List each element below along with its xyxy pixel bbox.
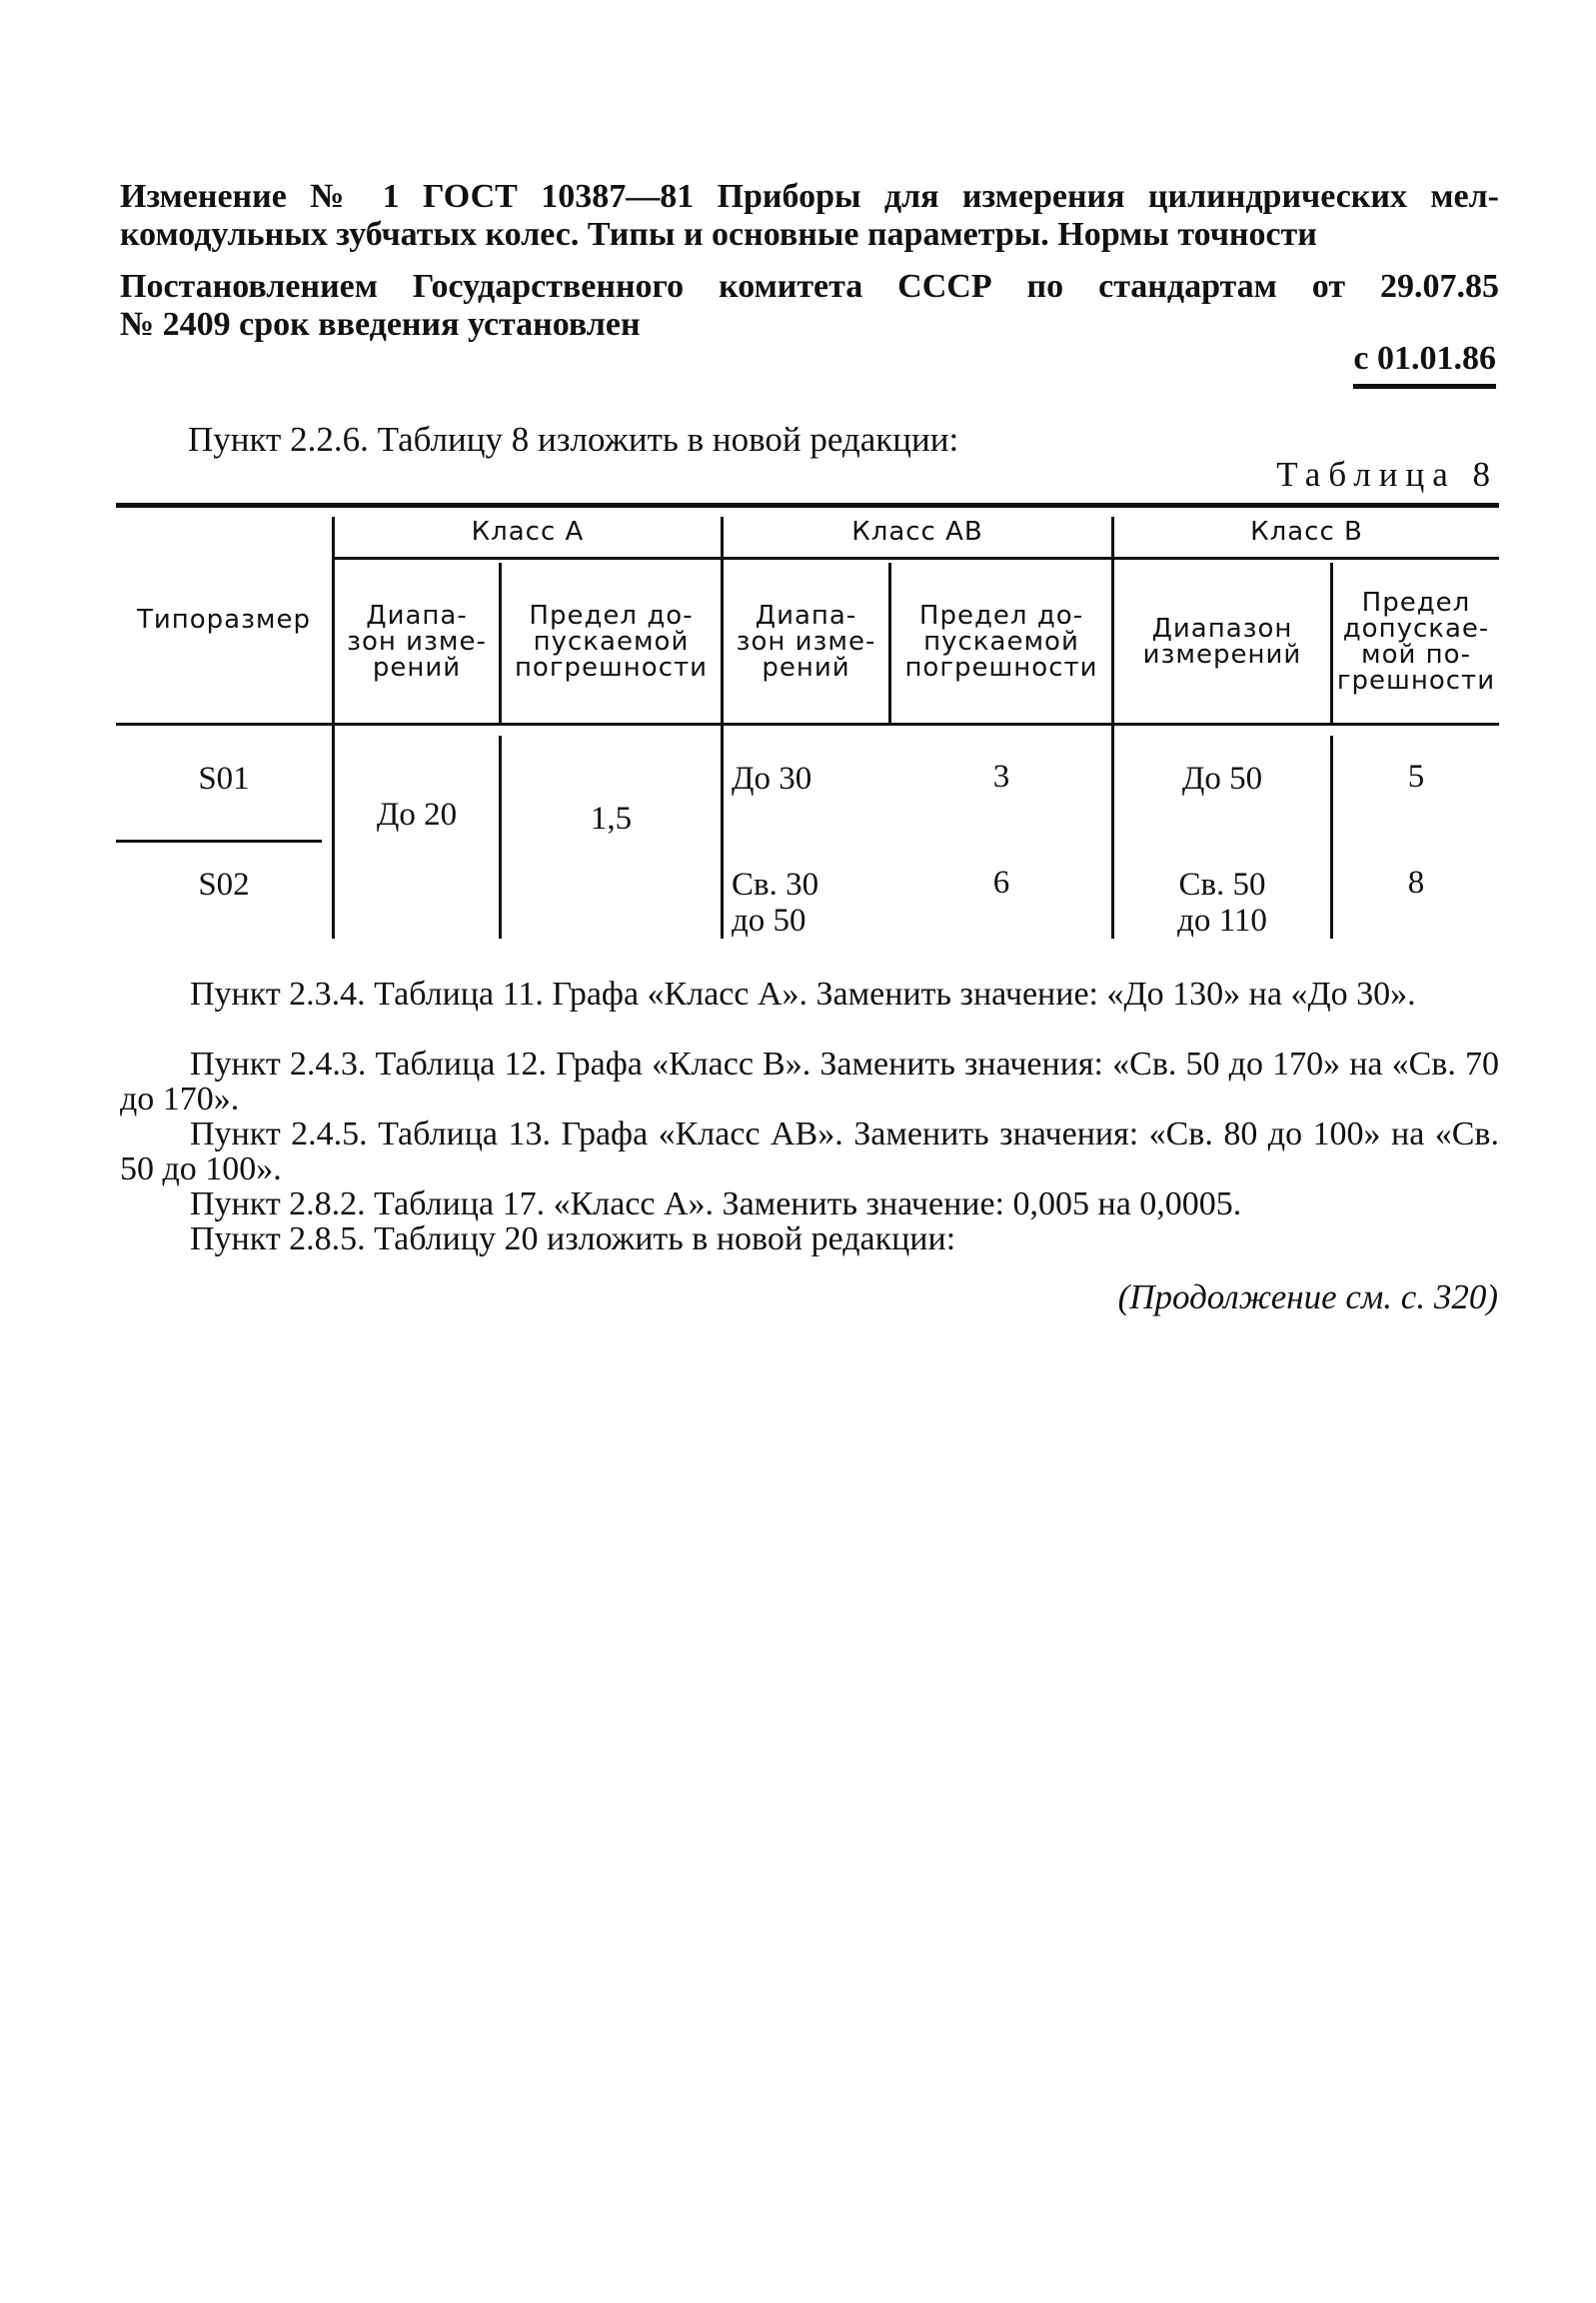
- group-header-class-ab: Класс АВ: [851, 517, 983, 547]
- table-intro: Пункт 2.2.6. Таблицу 8 изложить в новой редакции:: [188, 420, 959, 459]
- group-header-rule: [332, 557, 1499, 560]
- row-s02-error-ab: 6: [992, 865, 1010, 901]
- sub-header-range-ab: Диапа- зон изме- рений: [736, 601, 876, 683]
- row-s02-type: S02: [198, 867, 250, 903]
- merged-error-a: 1,5: [590, 801, 633, 837]
- amendment-paragraph: Пункт 2.4.5. Таблица 13. Графа «Класс АВ». Заменить значения: «Св. 80 до 100» на «Св. 50 до 100».: [120, 1116, 1499, 1187]
- header-line-3: Постановлением Государственного комитета СССР по стандартам от 29.07.85: [120, 268, 1499, 305]
- table-8: [116, 503, 1499, 939]
- row-s02-range-ab: Св. 30 до 50: [732, 867, 819, 939]
- header-line-4: № 2409 срок введения установлен: [120, 306, 641, 343]
- sub-header-range-b: Диапазон измерений: [1142, 614, 1302, 670]
- group-header-class-a: Класс А: [471, 517, 585, 547]
- row-s01-range-ab: До 30: [732, 761, 812, 797]
- sub-header-error-a: Предел до- пускаемой погрешности: [514, 601, 709, 683]
- row-s01-type: S01: [198, 761, 250, 797]
- amendment-paragraph: Пункт 2.3.4. Таблица 11. Графа «Класс А». Заменить значение: «До 130» на «До 30».: [190, 976, 1416, 1013]
- col-rule: [499, 736, 502, 939]
- col-header-type: Типоразмер: [136, 605, 312, 635]
- merged-range-a: До 20: [376, 797, 458, 833]
- header-bottom-rule: [116, 723, 1499, 726]
- amendment-paragraph: Пункт 2.4.3. Таблица 12. Графа «Класс В». Заменить значения: «Св. 50 до 170» на «Св. 70 до 170».: [120, 1046, 1499, 1118]
- sub-header-error-b: Предел допускае- мой по- грешности: [1336, 588, 1496, 696]
- sub-header-error-ab: Предел до- пускаемой погрешности: [904, 601, 1098, 683]
- group-header-class-b: Класс В: [1250, 517, 1363, 547]
- row-s02-range-b: Св. 50 до 110: [1177, 867, 1267, 939]
- continuation-note: (Продолжение см. с. 320): [1117, 1277, 1498, 1316]
- row-s02-error-b: 8: [1407, 865, 1425, 901]
- header-line-1: Изменение № 1 ГОСТ 10387—81 Приборы для измерения цилиндрических мел-: [120, 178, 1499, 215]
- row-separator-rule: [116, 840, 322, 843]
- row-s01-error-b: 5: [1407, 759, 1425, 795]
- header-line-2: комодульных зубчатых колес. Типы и основные параметры. Нормы точности: [120, 216, 1317, 253]
- row-s01-range-b: До 50: [1181, 761, 1263, 797]
- effective-date: с 01.01.86: [1353, 340, 1496, 389]
- sub-header-range-a: Диапа- зон изме- рений: [347, 601, 487, 683]
- amendment-paragraph: Пункт 2.8.5. Таблицу 20 изложить в новой редакции:: [190, 1220, 956, 1257]
- row-s01-error-ab: 3: [992, 759, 1010, 795]
- table-caption: Таблица 8: [1276, 455, 1498, 494]
- amendment-paragraph: Пункт 2.8.2. Таблица 17. «Класс А». Заменить значение: 0,005 на 0,0005.: [190, 1185, 1242, 1222]
